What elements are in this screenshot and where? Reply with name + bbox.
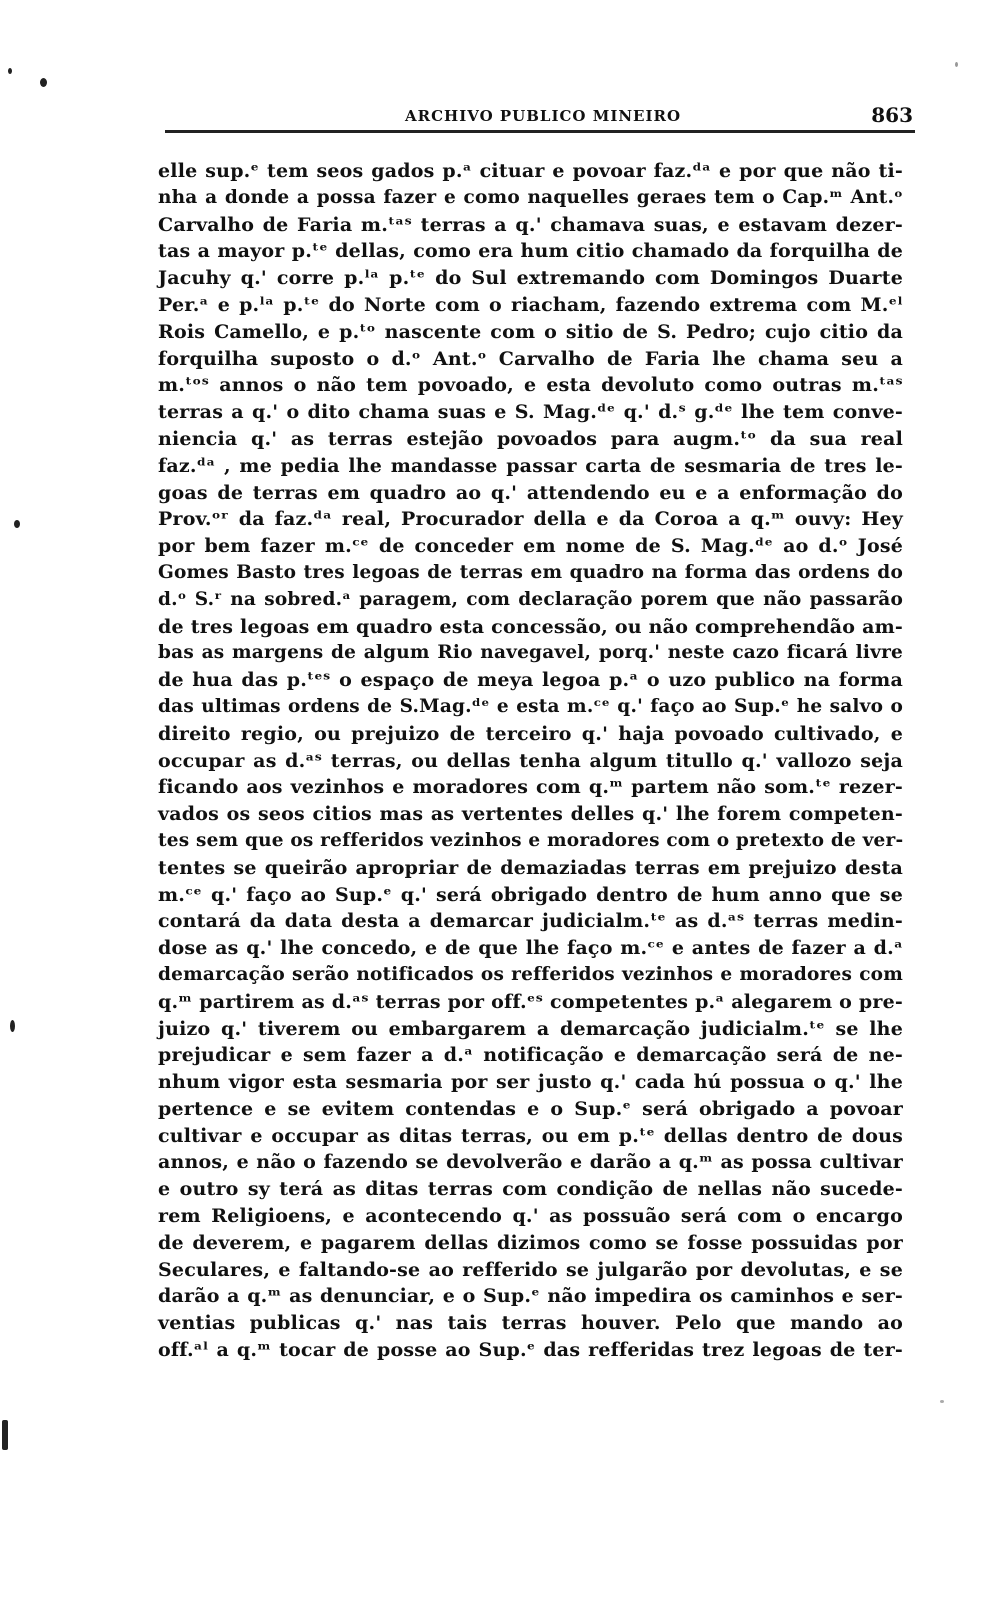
text-line: goas de terras em quadro ao q.' attendendo eu e a enformação do xyxy=(158,481,903,504)
text-line: pertence e se evitem contendas e o Sup.ᵉ será obrigado a povoar xyxy=(158,1097,903,1120)
text-line: Per.ᵃ e p.ˡᵃ p.ᵗᵉ do Norte com o riacham, fazendo extrema com M.ᵉˡ xyxy=(158,293,903,316)
scan-speck xyxy=(40,78,47,87)
text-line: vados os seos citios mas as vertentes delles q.' lhe forem competen- xyxy=(158,803,903,826)
text-line: Carvalho de Faria m.ᵗᵃˢ terras a q.' chamava suas, e estavam dezer- xyxy=(158,213,903,236)
text-line: tentes se queirão apropriar de demaziadas terras em prejuizo desta xyxy=(158,856,903,879)
page-number: 863 xyxy=(871,103,913,127)
text-line: de tres legoas em quadro esta concessão, ou não comprehendão am- xyxy=(158,615,903,638)
text-line: faz.ᵈᵃ , me pedia lhe mandasse passar carta de sesmaria de tres le- xyxy=(158,454,903,477)
text-line: de deverem, e pagarem dellas dizimos como se fosse possuidas por xyxy=(158,1231,903,1254)
text-line: nhum vigor esta sesmaria por ser justo q.' cada hú possua o q.' lhe xyxy=(158,1071,903,1094)
text-line: contará da data desta a demarcar judicialm.ᵗᵉ as d.ᵃˢ terras medin- xyxy=(158,910,903,933)
text-line: juizo q.' tiverem ou embargarem a demarcação judicialm.ᵗᵉ se lhe xyxy=(158,1017,903,1040)
text-line: Seculares, e faltando-se ao refferido se julgarão por devolutas, e se xyxy=(158,1258,903,1281)
text-line: ficando aos vezinhos e moradores com q.ᵐ partem não som.ᵗᵉ rezer- xyxy=(158,776,903,799)
text-line: direito regio, ou prejuizo de terceiro q.' haja povoado cultivado, e xyxy=(158,722,903,745)
text-line: ventias publicas q.' nas tais terras houver. Pelo que mando ao xyxy=(158,1312,903,1335)
text-line: occupar as d.ᵃˢ terras, ou dellas tenha algum titullo q.' vallozo seja xyxy=(158,749,903,772)
body-text xyxy=(158,158,903,1364)
text-line: Jacuhy q.' corre p.ˡᵃ p.ᵗᵉ do Sul extremando com Domingos Duarte xyxy=(158,267,903,290)
text-line: prejudicar e sem fazer a d.ᵃ notificação e demarcação será de ne- xyxy=(158,1044,903,1067)
text-line: darão a q.ᵐ as denunciar, e o Sup.ᵉ não impedira os caminhos e ser- xyxy=(158,1285,903,1308)
scan-speck xyxy=(2,1420,8,1450)
text-line: niencia q.' as terras estejão povoados para augm.ᵗᵒ da sua real xyxy=(158,427,903,450)
text-line: off.ᵃˡ a q.ᵐ tocar de posse ao Sup.ᵉ das refferidas trez legoas de ter- xyxy=(158,1339,903,1362)
scan-speck xyxy=(10,1020,15,1032)
text-line: das ultimas ordens de S.Mag.ᵈᵉ e esta m.ᶜᵉ q.' faço ao Sup.ᵉ he salvo o xyxy=(158,695,903,717)
page-header xyxy=(165,103,915,131)
text-line: d.ᵒ S.ʳ na sobred.ᵃ paragem, com declaração porem que não passarão xyxy=(158,588,903,610)
text-line: Prov.ᵒʳ da faz.ᵈᵃ real, Procurador della e da Coroa a q.ᵐ ouvy: Hey xyxy=(158,508,903,531)
text-line: forquilha suposto o d.ᵒ Ant.ᵒ Carvalho de Faria lhe chama seu a xyxy=(158,347,903,370)
text-line: Rois Camello, e p.ᵗᵒ nascente com o sitio de S. Pedro; cujo citio da xyxy=(158,320,903,343)
text-line: dose as q.' lhe concedo, e de que lhe faço m.ᶜᵉ e antes de fazer a d.ᵃ xyxy=(158,937,903,960)
text-line: tes sem que os refferidos vezinhos e moradores com o pretexto de ver- xyxy=(158,829,904,851)
running-title: ARCHIVO PUBLICO MINEIRO xyxy=(405,107,682,125)
text-line: elle sup.ᵉ tem seos gados p.ᵃ cituar e povoar faz.ᵈᵃ e por que não ti- xyxy=(158,160,903,182)
scan-speck xyxy=(940,1400,944,1403)
text-line: annos, e não o fazendo se devolverão e darão a q.ᵐ as possa cultivar xyxy=(158,1151,903,1174)
text-line: nha a donde a possa fazer e como naquelles geraes tem o Cap.ᵐ Ant.ᵒ xyxy=(158,186,903,208)
text-line: q.ᵐ partirem as d.ᵃˢ terras por off.ᵉˢ competentes p.ᵃ alegarem o pre- xyxy=(158,990,903,1013)
text-line: e outro sy terá as ditas terras com condição de nellas não sucede- xyxy=(158,1178,903,1201)
text-line: m.ᶜᵉ q.' faço ao Sup.ᵉ q.' será obrigado dentro de hum anno que se xyxy=(158,883,903,906)
text-line: cultivar e occupar as ditas terras, ou em p.ᵗᵉ dellas dentro de dous xyxy=(158,1124,903,1147)
text-line: por bem fazer m.ᶜᵉ de conceder em nome de S. Mag.ᵈᵉ ao d.ᵒ José xyxy=(158,535,903,558)
scan-speck xyxy=(14,520,20,528)
text-line: de hua das p.ᵗᵉˢ o espaço de meya legoa p.ᵃ o uzo publico na forma xyxy=(158,669,903,692)
text-line: m.ᵗᵒˢ annos o não tem povoado, e esta devoluto como outras m.ᵗᵃˢ xyxy=(158,374,903,397)
text-line: demarcação serão notificados os refferidos vezinhos e moradores com xyxy=(158,963,903,985)
text-line: Gomes Basto tres legoas de terras em quadro na forma das ordens do xyxy=(158,561,903,583)
scan-speck xyxy=(955,62,958,67)
text-line: bas as margens de algum Rio navegavel, porq.' neste cazo ficará livre xyxy=(158,642,903,664)
scan-speck xyxy=(8,68,12,74)
text-line: tas a mayor p.ᵗᵉ dellas, como era hum citio chamado da forquilha de xyxy=(158,240,903,263)
text-line: rem Religioens, e acontecendo q.' as possuão será com o encargo xyxy=(158,1205,903,1228)
text-line: terras a q.' o dito chama suas e S. Mag.ᵈᵉ q.' d.ˢ g.ᵈᵉ lhe tem conve- xyxy=(158,401,903,424)
header-rule xyxy=(165,130,915,133)
